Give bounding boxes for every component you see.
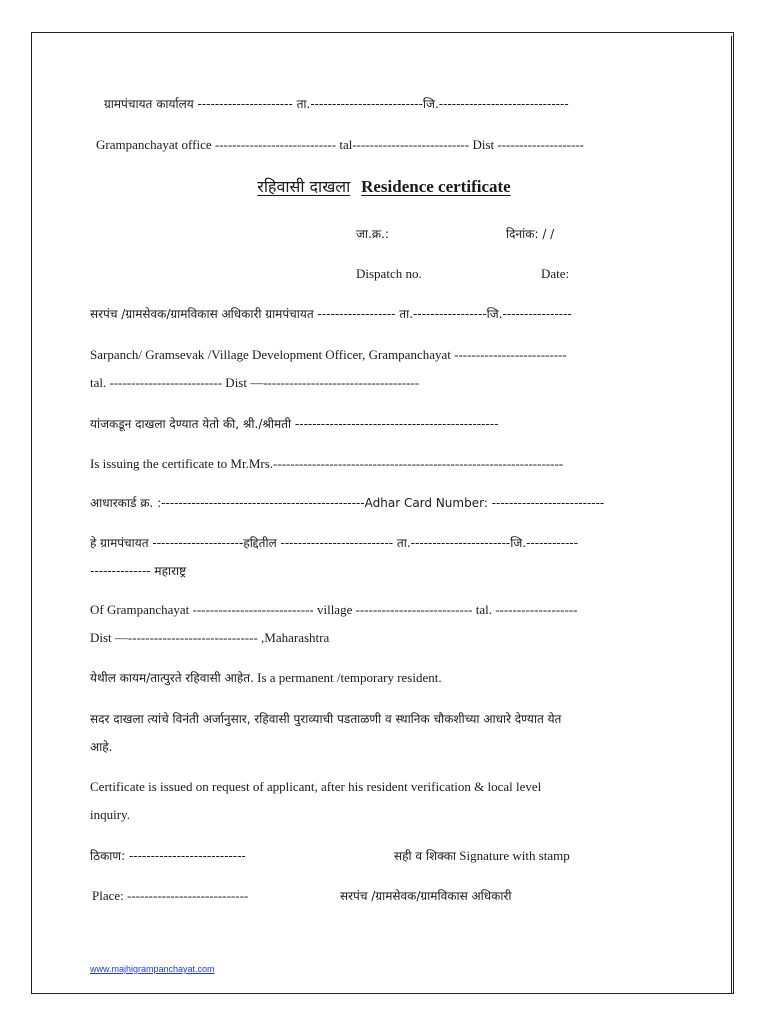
title-english: Residence certificate	[361, 177, 511, 196]
area-marathi-line-1: हे ग्रामपंचायत ---------------------हद्दितील -------------------------- ता.-----------------------जि.------------	[90, 536, 579, 550]
signature-label	[394, 848, 570, 864]
issuing-marathi: यांजकडून दाखला देण्यात येतो की, श्री./श्रीमती -----------------------------------------------	[90, 417, 499, 431]
designation-marathi: सरपंच /ग्रामसेवक/ग्रामविकास अधिकारी	[340, 889, 512, 903]
website-link[interactable]: www.majhigrampanchayat.com	[90, 964, 215, 974]
issuer-marathi: सरपंच /ग्रामसेवक/ग्रामविकास अधिकारी ग्रामपंचायत ------------------ ता.-----------------जि.----------------	[90, 307, 572, 321]
place-marathi: ठिकाण: ---------------------------	[90, 849, 246, 863]
date-english: Date:	[541, 266, 570, 281]
signature-english: Signature with stamp	[456, 848, 570, 863]
issuer-english-line-1: Sarpanch/ Gramsevak /Village Development Officer, Grampanchayat --------------------------	[90, 347, 567, 362]
aadhar-line: आधारकार्ड क्र. :-----------------------------------------------Adhar Card Number: --------------------------	[90, 496, 605, 510]
area-marathi-line-2: -------------- महाराष्ट्र	[90, 564, 187, 578]
dispatch-no-marathi: जा.क्र.:	[356, 227, 389, 241]
issued-marathi-line-2: आहे.	[90, 740, 113, 754]
issuer-english-line-2: tal. -------------------------- Dist —------------------------------------	[90, 375, 420, 390]
resident-marathi: येथील कायम/तात्पुरते रहिवासी आहेत.	[90, 671, 254, 685]
title-marathi: रहिवासी दाखला	[257, 177, 351, 196]
issued-english-line-2: inquiry.	[90, 807, 130, 822]
resident-line	[90, 670, 442, 686]
area-english-line-2: Dist —------------------------------ ,Maharashtra	[90, 630, 330, 645]
certificate-title	[0, 176, 768, 198]
issued-marathi-line-1: सदर दाखला त्यांचे विनंती अर्जानुसार, रहिवासी पुराव्याची पडताळणी व स्थानिक चौकशीच्या आधारे देण्यात येत	[90, 712, 562, 726]
dispatch-no-english: Dispatch no.	[356, 266, 422, 281]
area-english-line-1: Of Grampanchayat ---------------------------- village --------------------------- tal. -------------------	[90, 602, 578, 617]
resident-english: Is a permanent /temporary resident.	[253, 670, 442, 685]
office-line-marathi: ग्रामपंचायत कार्यालय ---------------------- ता.--------------------------जि.------------------------------	[104, 97, 569, 111]
place-english: Place: ----------------------------	[92, 888, 249, 903]
issuing-english: Is issuing the certificate to Mr.Mrs.-------------------------------------------------------------------	[90, 456, 564, 471]
issued-english-line-1: Certificate is issued on request of applicant, after his resident verification & local level	[90, 779, 542, 794]
date-marathi: दिनांक: / /	[506, 227, 555, 241]
signature-marathi: सही व शिक्का	[394, 849, 457, 863]
office-line-english: Grampanchayat office ---------------------------- tal--------------------------- Dist --------------------	[96, 137, 584, 152]
